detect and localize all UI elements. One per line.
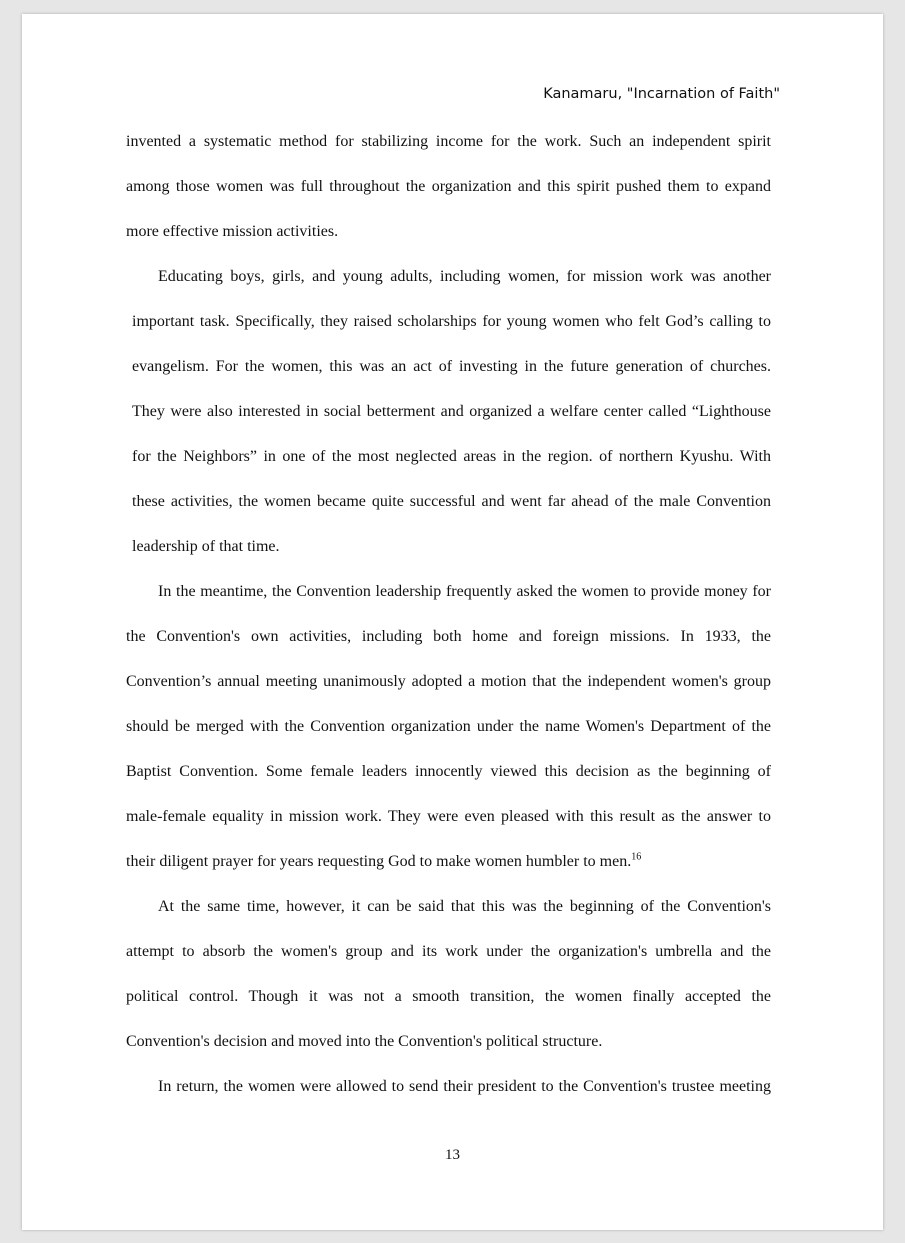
paragraph-4-line-2: attempt to absorb the women's group and its work under the organization's umbrella and the [126,943,771,960]
paragraph-2-line-2: important task. Specifically, they raised scholarships for young women who felt God’s calling to [132,313,771,330]
paragraph-3-line-2: the Convention's own activities, including both home and foreign missions. In 1933, the [126,628,771,645]
paragraph-2-line-4: They were also interested in social betterment and organized a welfare center called “Lighthouse [132,403,771,420]
paragraph-5-line-1: In return, the women were allowed to send their president to the Convention's trustee meeting [158,1078,771,1095]
paragraph-1-line-1: invented a systematic method for stabilizing income for the work. Such an independent spirit [126,133,771,150]
paragraph-4-line-3: political control. Though it was not a smooth transition, the women finally accepted the [126,988,771,1005]
running-header: Kanamaru, "Incarnation of Faith" [543,86,780,102]
paragraph-3-line-1: In the meantime, the Convention leadership frequently asked the women to provide money for [158,583,771,600]
paragraph-2-line-6: these activities, the women became quite successful and went far ahead of the male Convention [132,493,771,510]
paragraph-3-line-6: male-female equality in mission work. They were even pleased with this result as the answer to [126,808,771,825]
paragraph-2-line-1: Educating boys, girls, and young adults, including women, for mission work was another [158,268,771,285]
paragraph-2-line-3: evangelism. For the women, this was an act of investing in the future generation of churches. [132,358,771,375]
paragraph-3-line-3: Convention’s annual meeting unanimously adopted a motion that the independent women's group [126,673,771,690]
paragraph-3-line-7-text: their diligent prayer for years requesting God to make women humbler to men. [126,853,632,870]
paragraph-3-line-4: should be merged with the Convention organization under the name Women's Department of the [126,718,771,735]
paragraph-1-line-3: more effective mission activities. [126,223,339,240]
paragraph-4-line-1: At the same time, however, it can be said that this was the beginning of the Convention's [158,898,771,915]
document-page [22,14,883,1230]
paragraph-2-line-5: for the Neighbors” in one of the most neglected areas in the region. of northern Kyushu. With [132,448,771,465]
paragraph-1-line-2: among those women was full throughout the organization and this spirit pushed them to expand [126,178,771,195]
paragraph-3-line-5: Baptist Convention. Some female leaders innocently viewed this decision as the beginning of [126,763,771,780]
paragraph-3-line-7 [126,852,641,872]
footnote-reference[interactable]: 16 [631,851,642,863]
paragraph-2-line-7: leadership of that time. [132,538,280,555]
page-number: 13 [445,1147,460,1163]
paragraph-4-line-4: Convention's decision and moved into the Convention's political structure. [126,1033,603,1050]
